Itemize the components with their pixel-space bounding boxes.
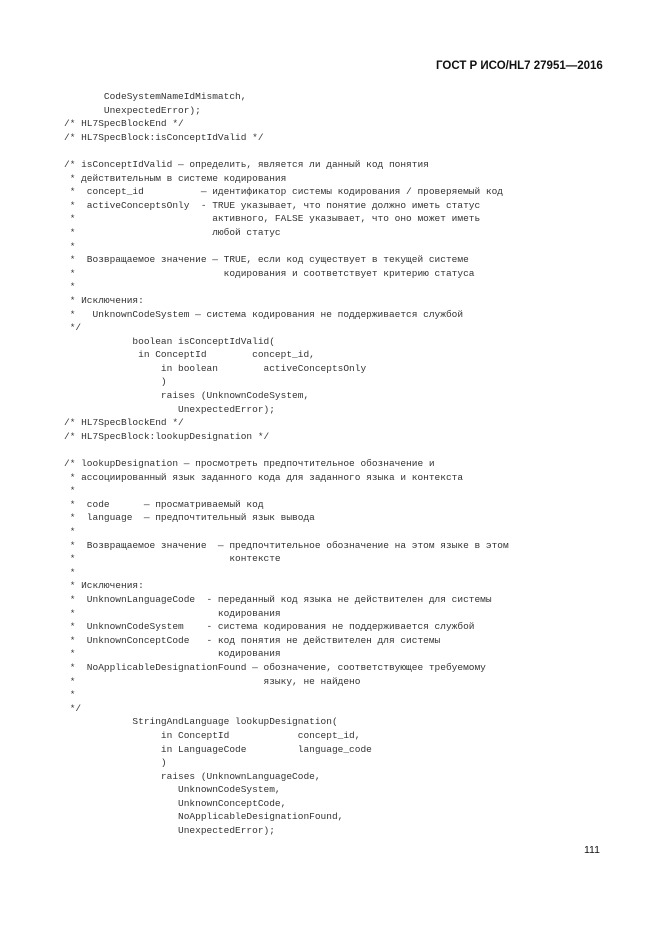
code-line: UnexpectedError); <box>64 403 275 415</box>
code-line: in ConceptId concept_id, <box>64 349 315 361</box>
code-line: /* HL7SpecBlock:isConceptIdValid */ <box>64 131 264 143</box>
code-line <box>64 144 509 158</box>
code-line: * Возвращаемое значение — предпочтительное обозначение на этом языке в этом <box>64 539 509 551</box>
code-line: in LanguageCode language_code <box>64 743 372 755</box>
code-line: /* isConceptIdValid — определить, является ли данный код понятия <box>64 158 429 170</box>
code-line: * <box>64 281 76 293</box>
code-line: * language — предпочтительный язык вывода <box>64 512 315 524</box>
code-listing <box>64 90 509 838</box>
code-line: * <box>64 485 76 497</box>
code-line: * <box>64 526 76 537</box>
code-line: * Исключения: <box>64 580 144 592</box>
code-line: * действительным в системе кодирования <box>64 172 287 184</box>
code-line: * concept_id — идентификатор системы кодирования / проверяемый код <box>64 186 503 198</box>
code-line: * контексте <box>64 553 281 565</box>
code-line: * <box>64 566 76 578</box>
code-line: * любой статус <box>64 226 281 238</box>
code-line <box>64 443 509 457</box>
standard-designation: ГОСТ Р ИСО/HL7 27951—2016 <box>436 60 603 72</box>
code-line: /* HL7SpecBlock:lookupDesignation */ <box>64 430 270 442</box>
code-line: * <box>64 240 76 252</box>
code-line: /* lookupDesignation — просмотреть предпочтительное обозначение и <box>64 458 435 470</box>
code-line: boolean isConceptIdValid( <box>64 335 275 347</box>
code-line: * кодирования <box>64 648 281 660</box>
code-line: in boolean activeConceptsOnly <box>64 362 367 374</box>
code-line: ) <box>64 757 167 769</box>
code-line: NoApplicableDesignationFound, <box>64 811 344 823</box>
code-line: */ <box>64 702 82 714</box>
code-line: /* HL7SpecBlockEnd */ <box>64 118 184 130</box>
code-line: * activeConceptsOnly - TRUE указывает, что понятие должно иметь статус <box>64 199 481 211</box>
code-line: in ConceptId concept_id, <box>64 729 361 741</box>
code-line: CodeSystemNameIdMismatch, <box>64 91 247 102</box>
page-number: 111 <box>584 844 600 856</box>
code-line: raises (UnknownLanguageCode, <box>64 770 321 782</box>
code-line: UnknownCodeSystem, <box>64 784 281 796</box>
code-line: * UnknownCodeSystem - система кодирования не поддерживается службой <box>64 621 475 633</box>
code-line: * ассоциированный язык заданного кода для заданного языка и контекста <box>64 471 464 483</box>
code-line: /* HL7SpecBlockEnd */ <box>64 417 184 429</box>
code-line: * Исключения: <box>64 294 144 306</box>
code-line: UnexpectedError); <box>64 825 275 837</box>
code-line: * UnknownLanguageCode - переданный код языка не действителен для системы <box>64 593 492 605</box>
code-line: * UnknownCodeSystem — система кодирования не поддерживается службой <box>64 308 464 320</box>
code-line: * кодирования и соответствует критерию статуса <box>64 267 475 279</box>
code-line: UnknownConceptCode, <box>64 797 287 809</box>
code-line: */ <box>64 322 82 334</box>
code-line: * Возвращаемое значение — TRUE, если код существует в текущей системе <box>64 254 469 266</box>
code-line: UnexpectedError); <box>64 104 201 116</box>
code-line: * кодирования <box>64 607 281 619</box>
code-line: * языку, не найдено <box>64 675 361 687</box>
code-line: * NoApplicableDesignationFound — обозначение, соответствующее требуемому <box>64 661 486 673</box>
code-line: ) <box>64 376 167 388</box>
code-line: * активного, FALSE указывает, что оно может иметь <box>64 213 481 225</box>
code-line: StringAndLanguage lookupDesignation( <box>64 716 338 728</box>
code-line: * code — просматриваемый код <box>64 498 264 510</box>
code-line: * UnknownConceptCode - код понятия не действителен для системы <box>64 634 441 646</box>
code-line: * <box>64 689 76 701</box>
code-line: raises (UnknownCodeSystem, <box>64 390 310 402</box>
